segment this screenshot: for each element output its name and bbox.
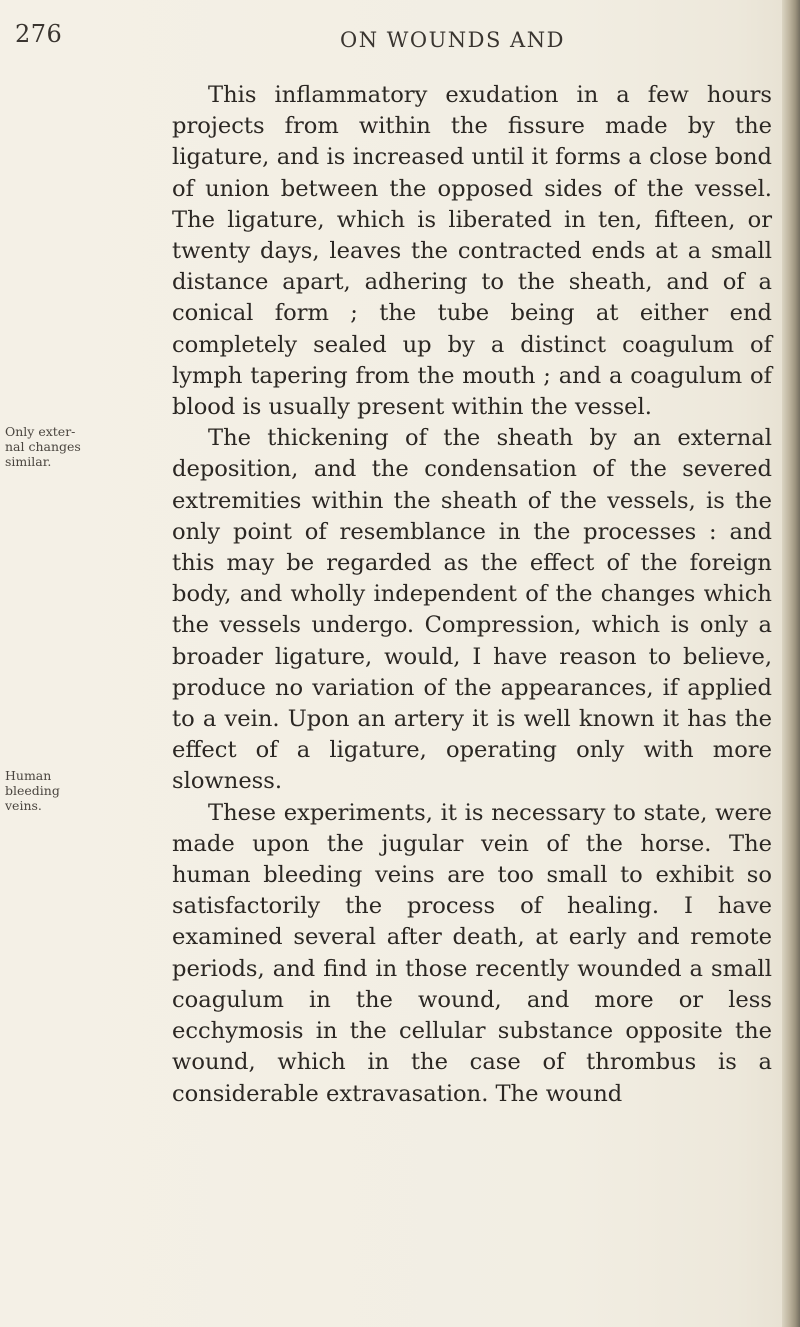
margin-note-line: veins.: [5, 798, 42, 813]
margin-note-line: Only exter-: [5, 424, 76, 439]
paragraph-inflammatory-exudation: This inflammatory exudation in a few hours projects from within the fissure made by the ligature, and is increased until it forms a close bond of union between the opposed sides of the vessel. The ligature, which is liberated in ten, fifteen, or twenty days, leaves the contracted ends at a small distance apart, adhering to the sheath, and of a conical form ; the tube being at either end completely sealed up by a distinct coagulum of lymph tapering from the mouth ; and a coagulum of blood is usually present within the vessel.: [172, 82, 772, 421]
paragraph-thickening-sheath: The thickening of the sheath by an external deposition, and the condensation of the severed extremities within the sheath of the vessels, is the only point of resemblance in the processes : and this may be regarded as the effect of the foreign body, and wholly independent of the changes which the vessels undergo. Compression, which is only a broader ligature, would, I have reason to believe, produce no variation of the appearances, if applied to a vein. Upon an artery it is well known it has the effect of a ligature, operating only with more slowness.: [172, 425, 772, 795]
margin-note-human-veins: [5, 768, 83, 813]
page-number: 276: [15, 20, 63, 48]
body-text: [172, 80, 772, 1110]
margin-note-line: bleeding: [5, 783, 60, 798]
margin-note-line: nal changes: [5, 439, 81, 454]
running-head: ON WOUNDS AND: [340, 28, 565, 52]
margin-note-line: Human: [5, 768, 52, 783]
paragraph-experiments-jugular: These experiments, it is necessary to state, were made upon the jugular vein of the horse. The human bleeding veins are too small to exhibit so satisfactorily the process of healing. I have examined several after death, at early and remote periods, and find in those recently wounded a small coagulum in the wound, and more or less ecchymosis in the cellular substance opposite the wound, which in the case of thrombus is a considerable extravasation. The wound: [172, 799, 772, 1107]
margin-note-external-changes: [5, 424, 83, 469]
margin-note-line: similar.: [5, 454, 52, 469]
page-binding-edge: [782, 0, 800, 1327]
